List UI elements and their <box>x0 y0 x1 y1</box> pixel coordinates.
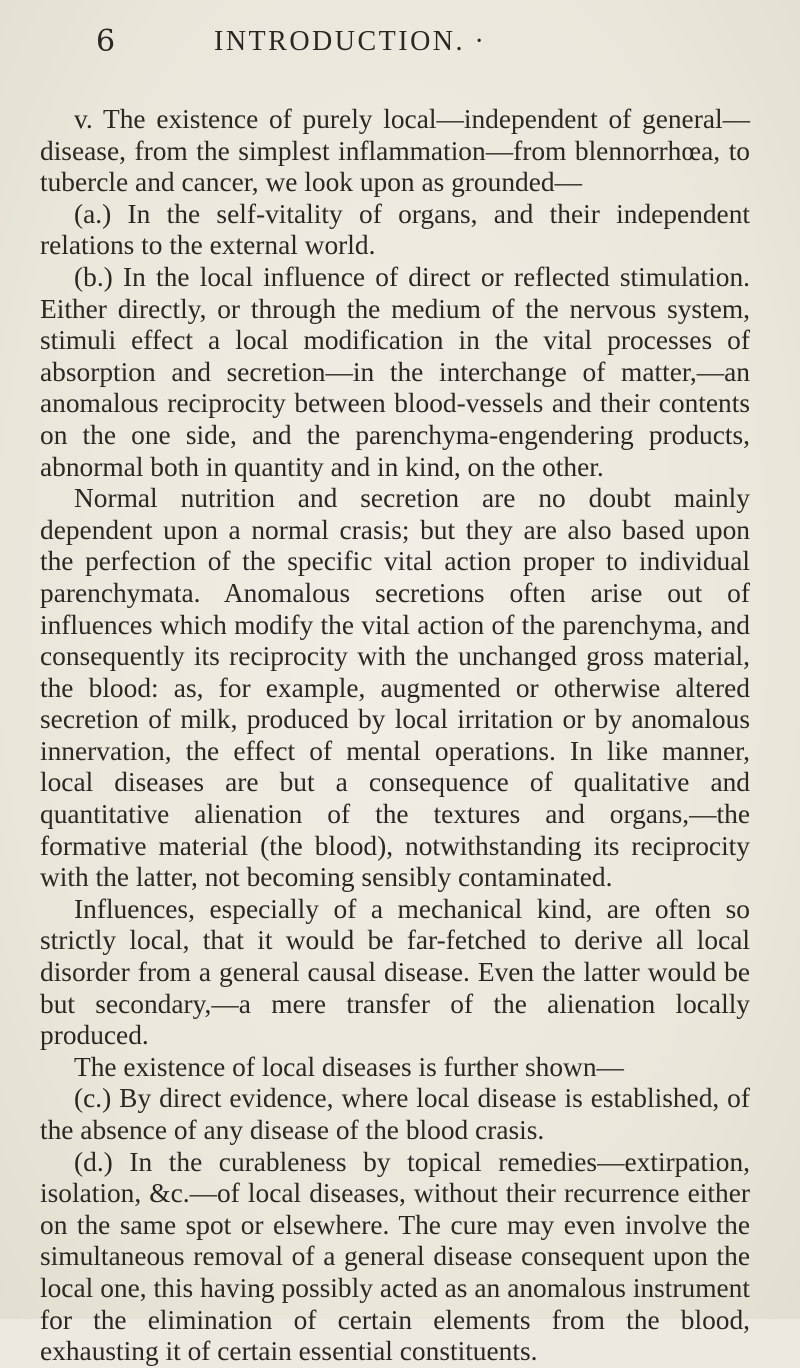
paragraph: (b.) In the local influence of direct or reflected stimulation. Either directly, or through the medium of the nervous system, stimuli effect a local modification in the vital processes of absorption and secretion—in the interchange of matter,—an anomalous reciprocity between blood-vessels and their contents on the one side, and the parenchyma-engendering products, abnormal both in quantity and in kind, on the other. <box>40 261 750 482</box>
paragraph: (a.) In the self-vitality of organs, and their independent relations to the external world. <box>40 198 750 261</box>
paragraph: The existence of local diseases is further shown— <box>74 1051 624 1082</box>
running-head: INTRODUCTION. · <box>214 26 487 57</box>
paragraph: (c.) By direct evidence, where local disease is established, of the absence of any disease of the blood crasis. <box>40 1083 750 1145</box>
paragraph: Influences, especially of a mechanical kind, are often so strictly local, that it would be far-fetched to derive all local disorder from a general causal disease. Even the latter would be but secondary,—a mere transfer of the alienation locally produced. <box>40 893 750 1051</box>
paragraph: (d.) In the curableness by topical remedies—extirpation, isolation, &c.—of local diseases, without their recurrence either on the same spot or elsewhere. The cure may even involve the simultaneous removal of a general disease consequent upon the local one, this having possibly acted as an anomalous instrument for the elimination of certain elements from the blood, exhausting it of certain essential constituents. <box>40 1146 750 1367</box>
paragraph: v. The existence of purely local—independent of general— disease, from the simplest inflammation—from blennorrhœa, to tubercle and cancer, we look upon as grounded— <box>40 104 750 198</box>
page-number: 6 <box>96 24 116 59</box>
paragraph: Normal nutrition and secretion are no doubt mainly dependent upon a normal crasis; but they are also based upon the perfection of the specific vital action proper to individual parenchymata. Anomalous secretions often arise out of influences which modify the vital action of the parenchyma, and consequently its reciprocity with the unchanged gross material, the blood: as, for example, augmented or otherwise altered secretion of milk, produced by local irritation or by anomalous innervation, the effect of mental operations. In like manner, local diseases are but a consequence of qualitative and quantitative alienation of the textures and organs,—the formative material (the blood), notwithstanding its reciprocity with the latter, not becoming sensibly contaminated. <box>40 483 750 893</box>
body-text <box>40 104 750 1368</box>
page-header <box>96 24 736 60</box>
